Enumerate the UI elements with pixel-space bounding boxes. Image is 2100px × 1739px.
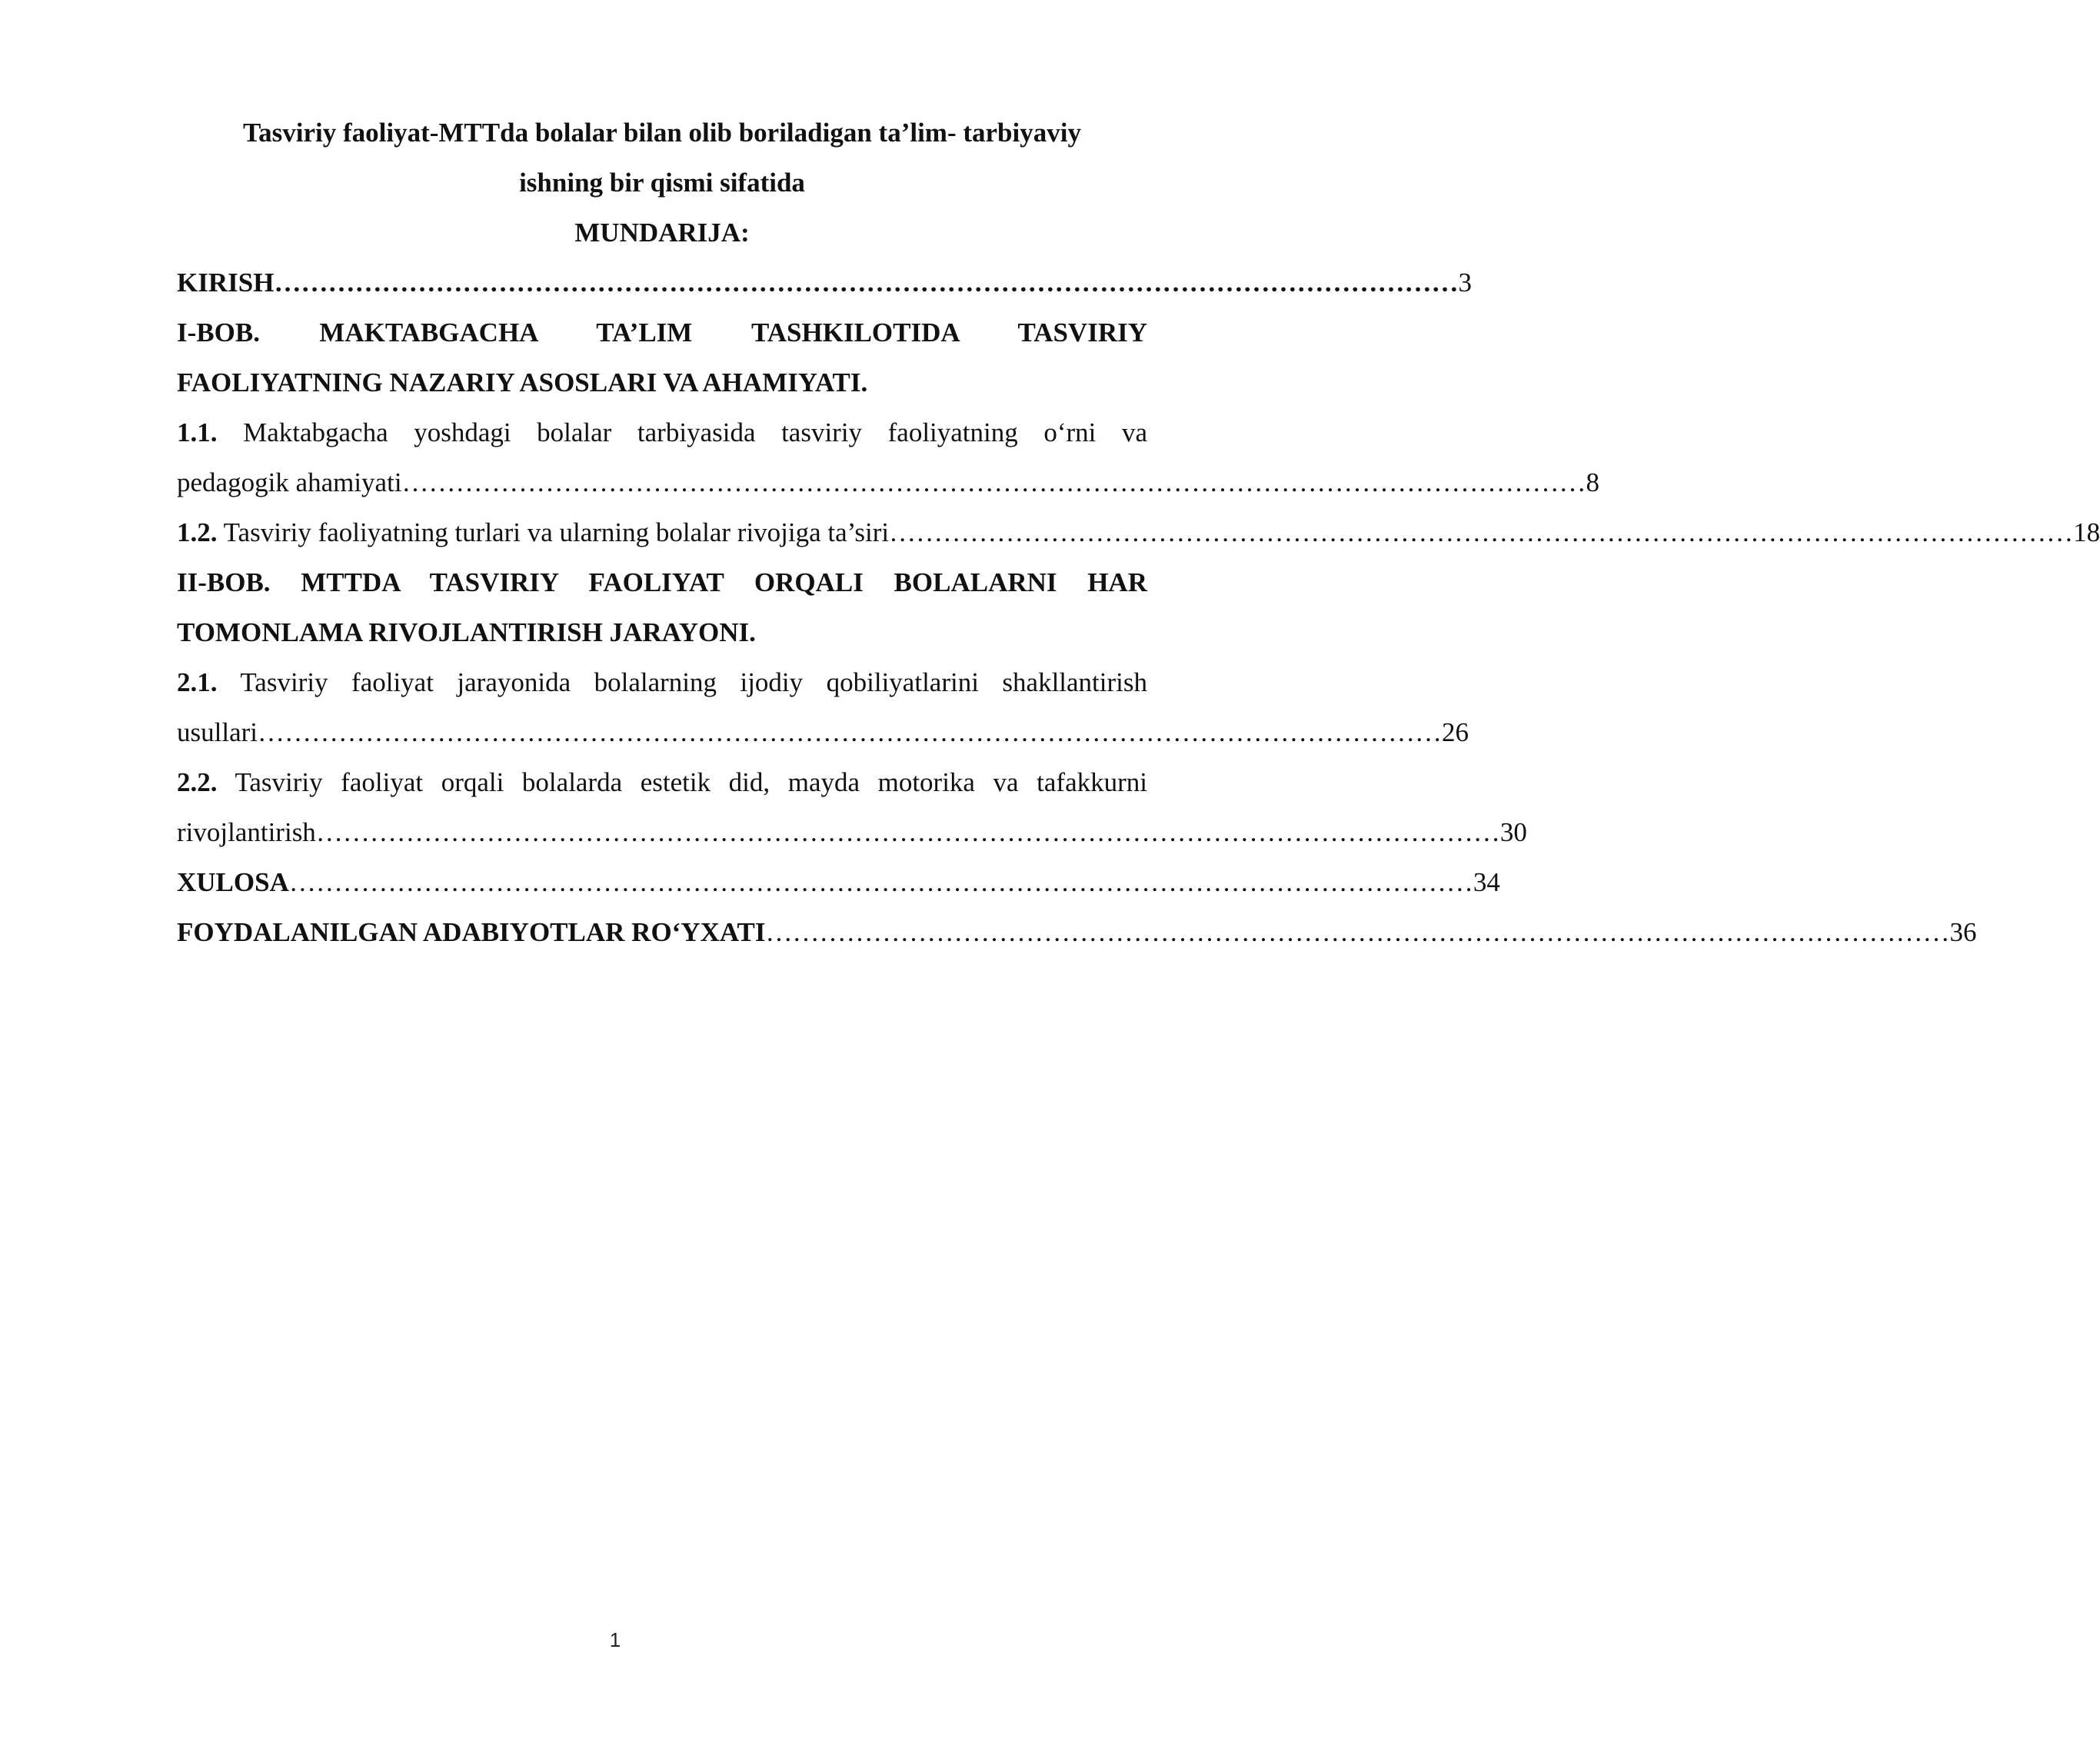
dot-leader: …………………………………………………………………………………………………………………… xyxy=(315,817,1500,847)
page-number: 1 xyxy=(609,1628,621,1651)
dot-leader: …………………………………………………………………………………………………………………… xyxy=(889,517,2074,547)
document-title-line-2: ishning bir qismi sifatida xyxy=(519,168,805,198)
toc-entry-text: Tasviriy faoliyatning turlari va ularning bolalar rivojiga ta’siri xyxy=(223,517,890,547)
toc-entry-2-2-line-1 xyxy=(177,757,1147,807)
toc-entry-text: Tasviriy faoliyat jarayonida bolalarning ijodiy qobiliyatlarini shakllantirish xyxy=(240,667,1148,697)
page-content xyxy=(177,108,2100,957)
toc-chapter-1-line-2: FAOLIYATNING NAZARIY ASOSLARI VA AHAMIYATI. xyxy=(177,367,868,397)
toc-entry-2-1-line-2 xyxy=(177,707,1469,757)
toc-entry-page: 30 xyxy=(1499,817,1527,847)
toc-chapter-1-line-1: I-BOB. MAKTABGACHA TA’LIM TASHKILOTIDA TASVIRIY xyxy=(177,318,1147,347)
toc-entry-xulosa xyxy=(177,857,1500,907)
toc-entry-text: usullari xyxy=(177,717,258,747)
toc-entry-1-1-line-1 xyxy=(177,407,1147,457)
toc-entry-kirish xyxy=(177,258,1472,308)
toc-entry-references xyxy=(177,907,1977,957)
toc-entry-page: 26 xyxy=(1441,717,1469,747)
dot-leader: …………………………………………………………………………………………………………………… xyxy=(274,268,1459,298)
toc-entry-number: 1.1. xyxy=(177,417,218,447)
toc-entry-page: 8 xyxy=(1586,467,1600,497)
toc-entry-text: Maktabgacha yoshdagi bolalar tarbiyasida tasviriy faoliyatning o‘rni va xyxy=(243,417,1148,447)
toc-entry-text: rivojlantirish xyxy=(177,817,316,847)
toc-chapter-2-line-1: II-BOB. MTTDA TASVIRIY FAOLIYAT ORQALI BOLALARNI HAR xyxy=(177,567,1147,597)
toc-entry-number: 2.1. xyxy=(177,667,218,697)
toc-entry-number: 2.2. xyxy=(177,767,218,797)
toc-entry-page: 3 xyxy=(1458,268,1472,298)
toc-entry-page: 18 xyxy=(2073,517,2100,547)
toc-entry-number: 1.2. xyxy=(177,517,218,547)
toc-entry-2-2-line-2 xyxy=(177,807,1527,857)
toc-heading: MUNDARIJA: xyxy=(574,218,750,248)
toc-entry-1-1-line-2 xyxy=(177,457,1600,507)
dot-leader: …………………………………………………………………………………………………………………… xyxy=(401,467,1586,497)
toc-entry-page: 34 xyxy=(1473,867,1500,897)
toc-chapter-2-line-2: TOMONLAMA RIVOJLANTIRISH JARAYONI. xyxy=(177,617,756,647)
toc-entry-text: pedagogik ahamiyati xyxy=(177,467,402,497)
toc-entry-page: 36 xyxy=(1949,917,1977,947)
table-of-contents xyxy=(177,258,2100,957)
dot-leader: …………………………………………………………………………………………………………………… xyxy=(765,917,1950,947)
toc-entry-label: FOYDALANILGAN ADABIYOTLAR RO‘YXATI xyxy=(177,917,766,947)
toc-entry-text: Tasviriy faoliyat orqali bolalarda estetik did, mayda motorika va tafakkurni xyxy=(235,767,1147,797)
toc-entry-label: KIRISH xyxy=(177,268,275,298)
document-title-line-1: Tasviriy faoliyat-MTTda bolalar bilan olib boriladigan ta’lim- tarbiyaviy xyxy=(243,118,1081,148)
toc-entry-1-2 xyxy=(177,507,2100,557)
dot-leader: …………………………………………………………………………………………………………………… xyxy=(288,867,1473,897)
toc-entry-label: XULOSA xyxy=(177,867,289,897)
dot-leader: …………………………………………………………………………………………………………………… xyxy=(257,717,1442,747)
toc-entry-2-1-line-1 xyxy=(177,657,1147,707)
